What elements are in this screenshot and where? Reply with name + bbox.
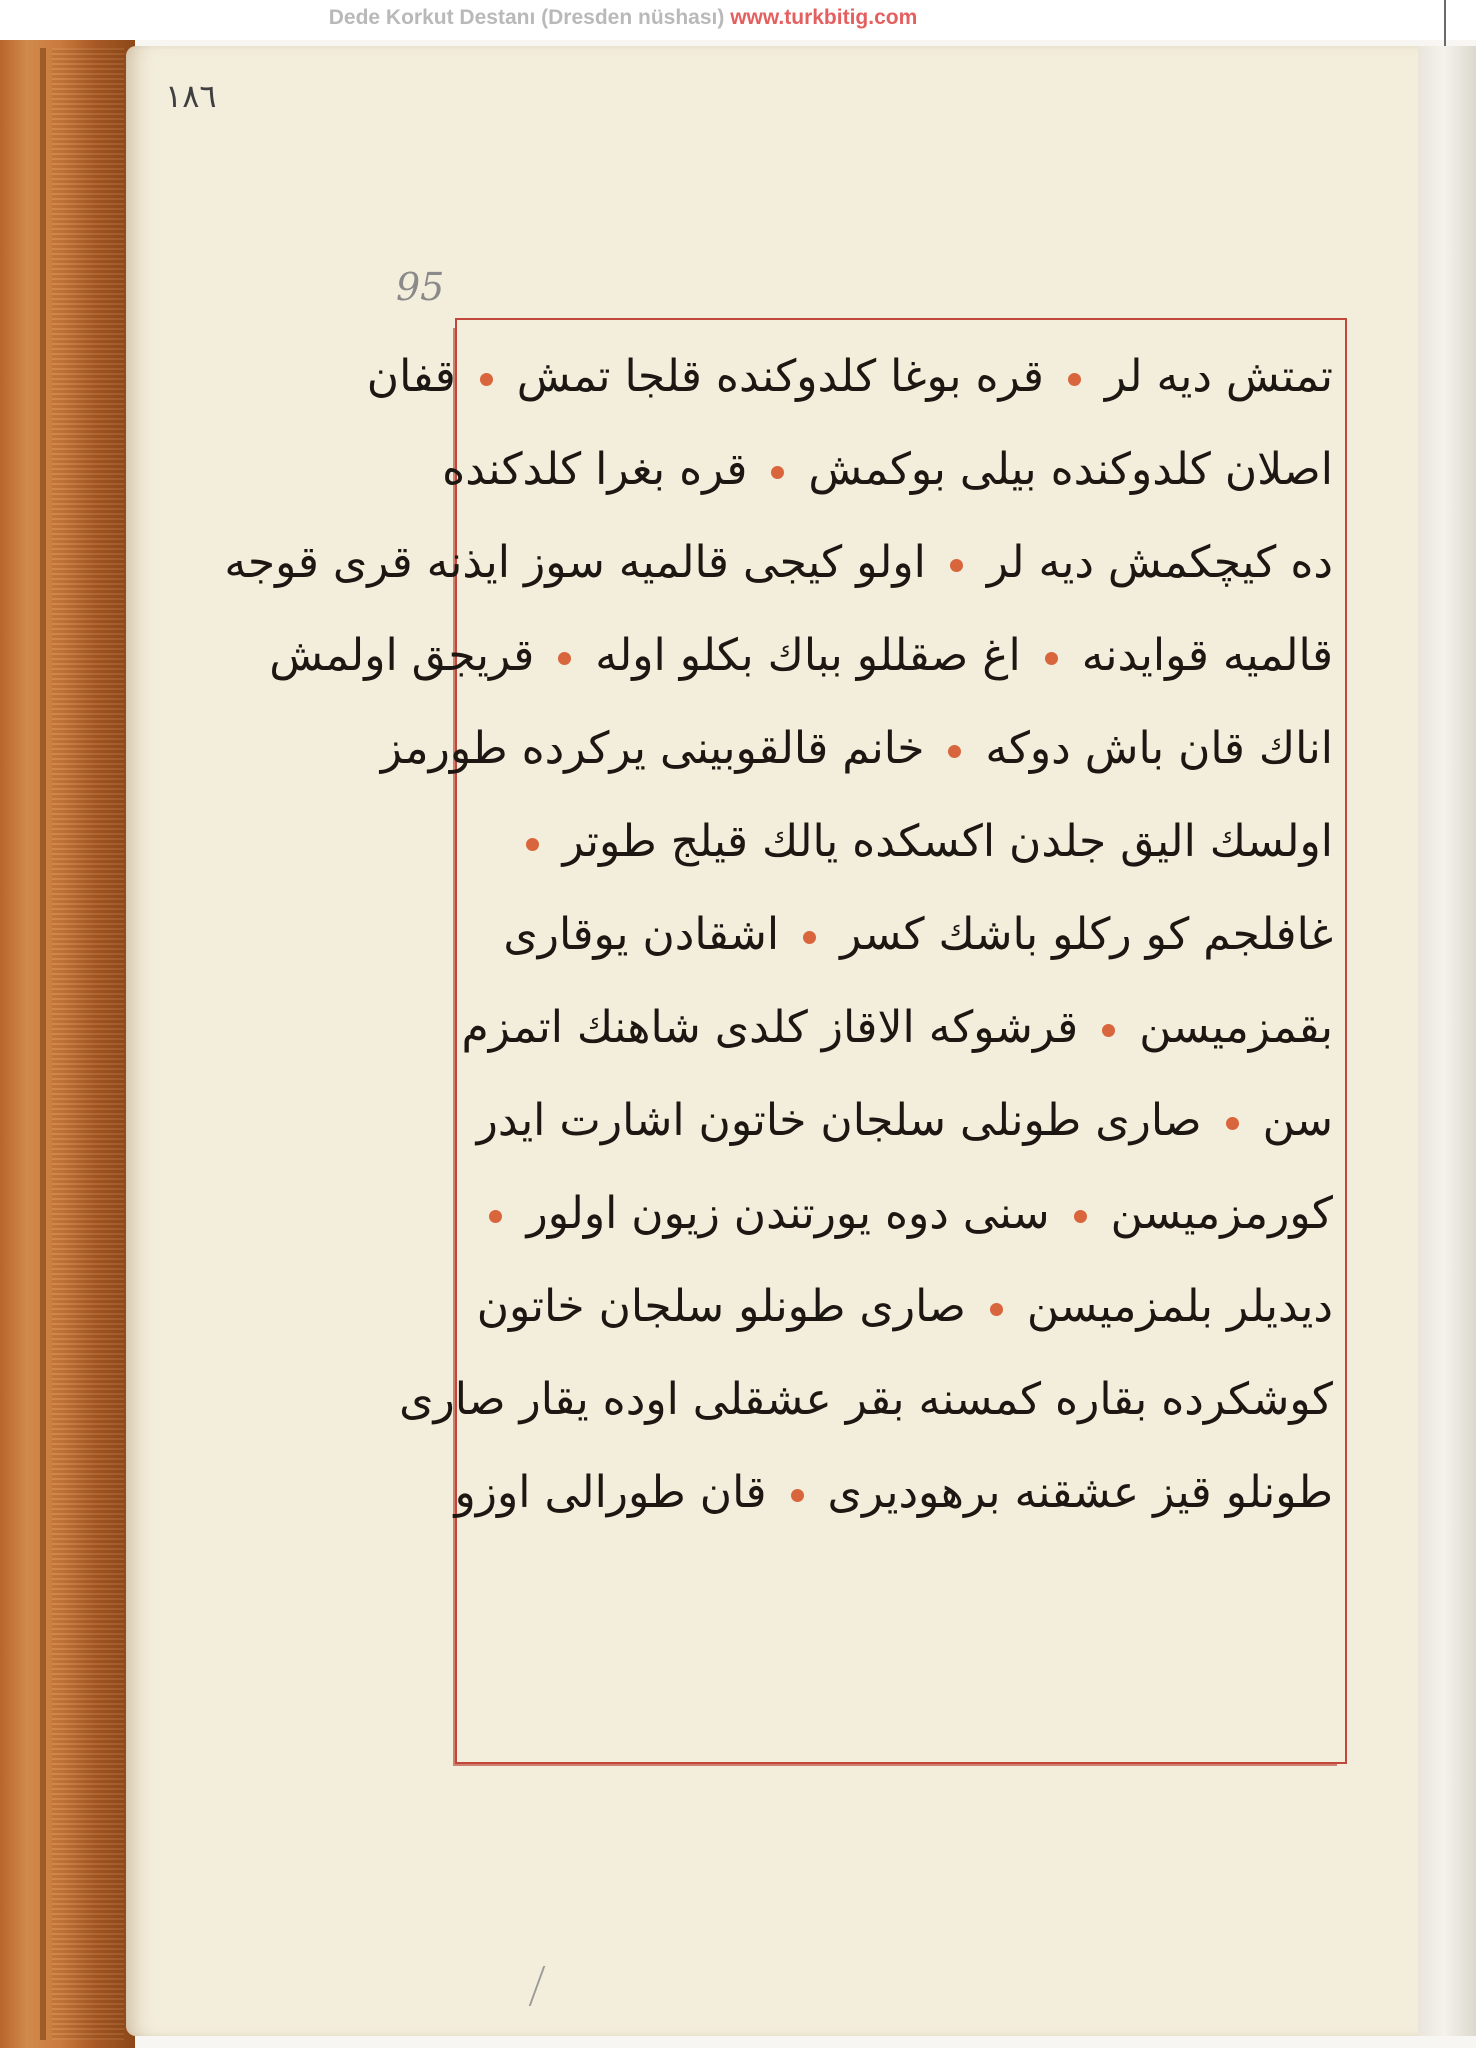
manuscript-line	[458, 981, 1333, 1074]
line-segment: اشقادن یوقاری	[503, 909, 794, 960]
line-segment: قالمیه قوایدنه	[1067, 630, 1333, 681]
manuscript-line	[399, 1353, 1333, 1446]
pencil-folio-number: 95	[396, 265, 445, 309]
line-segment: تمتش دیه لر	[1090, 351, 1333, 402]
manuscript-line	[442, 423, 1333, 516]
header-url[interactable]: www.turkbitig.com	[730, 6, 918, 29]
line-segment: قرشوکه الاقاز کلدی شاهنك اتمزم	[461, 1002, 1093, 1053]
page-fold	[1418, 46, 1476, 2036]
line-segment: طونلو قیز عشقنه برهودیری	[813, 1467, 1333, 1518]
manuscript-line	[366, 330, 1333, 423]
binding-spine-texture	[52, 48, 124, 2040]
manuscript-text-block	[224, 330, 1333, 1760]
red-punctuation-dot	[948, 745, 961, 758]
red-punctuation-dot	[990, 1303, 1003, 1316]
red-punctuation-dot	[1102, 1024, 1115, 1037]
line-segment: کوشکرده بقاره کمسنه بقر عشقلی اوده یقار صاری	[399, 1374, 1333, 1425]
page-number: ١٨٦	[165, 77, 217, 115]
manuscript-line	[458, 1167, 1333, 1260]
line-segment: اناك قان باش دوکه	[971, 723, 1333, 774]
red-punctuation-dot	[1045, 652, 1058, 665]
red-punctuation-dot	[489, 1210, 502, 1223]
manuscript-line	[458, 888, 1333, 981]
red-punctuation-dot	[1226, 1117, 1239, 1130]
manuscript-line	[224, 516, 1333, 609]
line-segment: دیدیلر بلمزمیسن	[1012, 1281, 1333, 1332]
line-segment: اصلان کلدوکنده بیلی بوکمش	[794, 444, 1333, 495]
red-punctuation-dot	[803, 931, 816, 944]
line-segment: اولسك الیق جلدن اکسکده یالك قیلج طوتر	[548, 816, 1333, 867]
red-punctuation-dot	[1074, 1210, 1087, 1223]
line-segment: سنی دوه یورتندن زیون اولور	[512, 1188, 1064, 1239]
manuscript-line	[458, 1074, 1333, 1167]
page-gutter-line	[1444, 0, 1446, 46]
line-segment: ده کیچکمش دیه لر	[972, 537, 1333, 588]
line-segment: غافلجم کو رکلو باشك کسر	[826, 909, 1333, 960]
line-segment: صاری طونلو سلجان خاتون	[476, 1281, 980, 1332]
header-title: Dede Korkut Destanı (Dresden nüshası)	[328, 6, 725, 29]
line-segment: خانم قالقوبینی یرکرده طورمز	[380, 723, 939, 774]
manuscript-line	[458, 1260, 1333, 1353]
line-segment: قان طورالی اوزو	[454, 1467, 781, 1518]
line-segment: صاری طونلی سلجان خاتون اشارت ایدر	[476, 1095, 1216, 1146]
line-segment: اولو کیجی قالمیه سوز ایذنه قری قوجه	[224, 537, 940, 588]
manuscript-line	[269, 609, 1333, 702]
binding-edge	[40, 48, 46, 2040]
line-segment: قفان	[366, 351, 470, 402]
red-punctuation-dot	[1068, 373, 1081, 386]
line-segment: بقمزمیسن	[1125, 1002, 1333, 1053]
manuscript-line	[380, 702, 1333, 795]
red-punctuation-dot	[558, 652, 571, 665]
site-header	[0, 0, 1476, 40]
red-punctuation-dot	[480, 373, 493, 386]
manuscript-line	[454, 1446, 1333, 1539]
line-segment: سن	[1248, 1095, 1333, 1146]
line-segment: کورمزمیسن	[1096, 1188, 1333, 1239]
line-segment: قریجق اولمش	[269, 630, 549, 681]
line-segment: اغ صقللو بباك بکلو اوله	[581, 630, 1035, 681]
red-punctuation-dot	[950, 559, 963, 572]
line-segment: قره بغرا کلدکنده	[442, 444, 762, 495]
manuscript-line	[458, 795, 1333, 888]
red-punctuation-dot	[526, 838, 539, 851]
red-punctuation-dot	[791, 1489, 804, 1502]
red-punctuation-dot	[771, 466, 784, 479]
line-segment: قره بوغا کلدوکنده قلجا تمش	[502, 351, 1058, 402]
